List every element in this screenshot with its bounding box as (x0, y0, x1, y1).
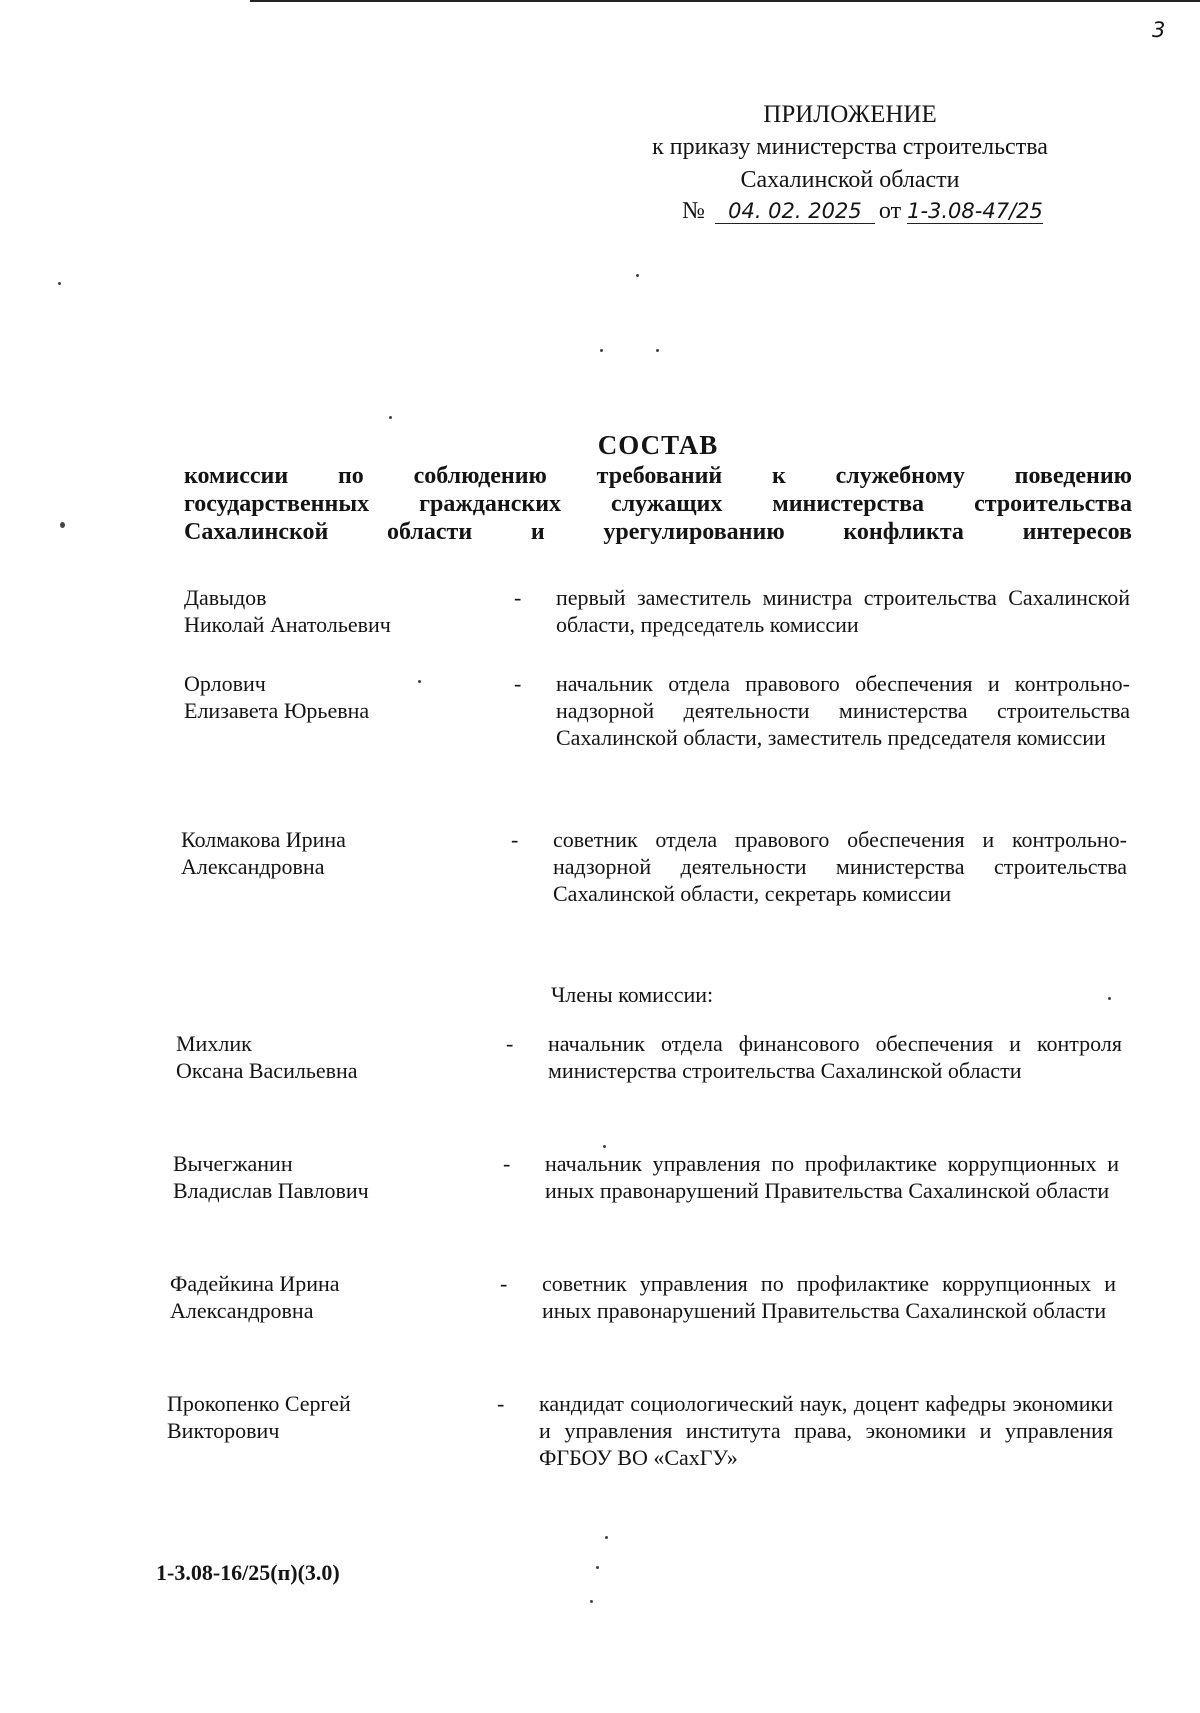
member-name (184, 670, 484, 724)
member-name (167, 1390, 467, 1444)
scan-speck (656, 349, 659, 352)
member-entry (184, 670, 1132, 780)
scan-speck (596, 1566, 599, 1569)
subtitle-line: государственных гражданских служащих министерства строительства (184, 491, 1132, 517)
scan-speck (389, 416, 392, 419)
scan-speck (603, 1145, 606, 1148)
member-given-names: Викторович (167, 1418, 280, 1443)
member-role: начальник управления по профилактике коррупционных и иных правонарушений Правительства Сахалинской области (545, 1151, 1119, 1203)
document-code: 1-3.08-16/25(п)(3.0) (156, 1560, 340, 1585)
member-given-names: Владислав Павлович (173, 1178, 369, 1203)
member-entry (170, 1270, 1118, 1360)
member-entry (167, 1390, 1115, 1490)
member-dash: - (497, 1391, 505, 1416)
document-subtitle (184, 462, 1132, 546)
appendix-line-1: к приказу министерства строительства (652, 134, 1048, 160)
appendix-heading: ПРИЛОЖЕНИЕ (763, 101, 937, 128)
member-given-names: Николай Анатольевич (184, 612, 391, 637)
scan-speck (58, 282, 61, 285)
member-name (173, 1150, 473, 1204)
member-surname: Михлик (176, 1031, 252, 1056)
member-entry (176, 1030, 1124, 1120)
member-role: кандидат социологический наук, доцент кафедры экономики и управления института права, экономики и управления ФГБОУ ВО «СахГУ» (539, 1391, 1113, 1470)
member-name (184, 584, 484, 638)
member-entry (173, 1150, 1121, 1240)
member-surname: Прокопенко Сергей (167, 1391, 351, 1416)
member-dash: - (514, 585, 522, 610)
member-surname: Давыдов (184, 585, 267, 610)
member-dash: - (514, 671, 522, 696)
member-role: советник управления по профилактике коррупционных и иных правонарушений Правительства Сахалинской области (542, 1271, 1116, 1323)
page-number: 3 (1152, 18, 1166, 42)
member-name (181, 826, 481, 880)
top-border-line (250, 0, 1200, 2)
member-name (176, 1030, 476, 1084)
member-dash: - (503, 1151, 511, 1176)
registration-line (682, 198, 1043, 225)
scan-speck (60, 522, 65, 528)
scan-speck (1108, 997, 1111, 1000)
scan-speck (590, 1600, 593, 1603)
member-dash: - (506, 1031, 514, 1056)
subtitle-line: комиссии по соблюдению требований к служебному поведению (184, 463, 1132, 489)
appendix-line-2: Сахалинской области (740, 167, 960, 193)
subtitle-line: Сахалинской области и урегулированию конфликта интересов (184, 519, 1132, 545)
member-dash: - (511, 827, 519, 852)
member-surname: Фадейкина Ирина (170, 1271, 340, 1296)
from-label: от (878, 198, 902, 224)
scan-speck (600, 349, 603, 352)
member-dash: - (500, 1271, 508, 1296)
member-role: начальник отдела правового обеспечения и контрольно-надзорной деятельности министерства строительства Сахалинской области, заместитель председателя комиссии (556, 671, 1130, 750)
member-surname: Вычегжанин (173, 1151, 293, 1176)
member-role: советник отдела правового обеспечения и контрольно-надзорной деятельности министерства строительства Сахалинской области, секретарь комиссии (553, 827, 1127, 906)
scan-speck (418, 680, 421, 683)
member-role: первый заместитель министра строительства Сахалинской области, председатель комиссии (556, 585, 1130, 637)
member-given-names: Елизавета Юрьевна (184, 698, 370, 723)
scan-speck (636, 274, 639, 277)
members-heading: Члены комиссии: (551, 982, 714, 1007)
member-surname: Колмакова Ирина (181, 827, 346, 852)
appendix-header (600, 98, 1100, 197)
member-surname: Орлович (184, 671, 266, 696)
handwritten-date: 04. 02. 2025 (715, 199, 875, 224)
member-entry (181, 826, 1129, 936)
number-prefix: № (682, 198, 705, 224)
scan-speck (605, 1536, 608, 1539)
member-role: начальник отдела финансового обеспечения и контроля министерства строительства Сахалинской области (548, 1031, 1122, 1083)
member-given-names: Александровна (170, 1298, 314, 1323)
member-name (170, 1270, 470, 1324)
member-given-names: Александровна (181, 854, 325, 879)
document-title: СОСТАВ (597, 430, 719, 460)
member-entry (184, 584, 1132, 644)
member-given-names: Оксана Васильевна (176, 1058, 358, 1083)
handwritten-order-number: 1-3.08-47/25 (907, 199, 1043, 223)
